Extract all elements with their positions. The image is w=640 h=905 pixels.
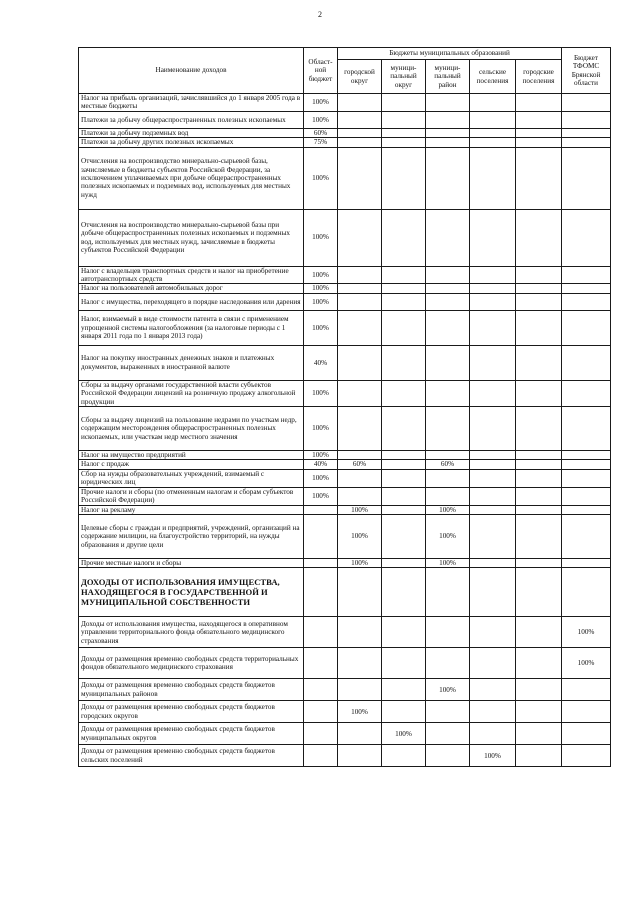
rate-cell: [470, 568, 516, 617]
header-tfoms-budget: Бюджет ТФОМС Брянской области: [562, 48, 611, 94]
rate-cell: [338, 487, 382, 505]
rate-cell: [426, 293, 470, 310]
rate-cell: [426, 568, 470, 617]
rate-cell: [516, 345, 562, 380]
rate-cell: [338, 679, 382, 701]
income-name-cell: Доходы от использования имущества, находящегося в оперативном управлении территориального фонда обязательного медицинского страхования: [79, 617, 304, 648]
rate-cell: [382, 514, 426, 558]
income-name-cell: Доходы от размещения временно свободных средств территориальных фондов обязательного медицинского страхования: [79, 648, 304, 679]
rate-cell: [382, 94, 426, 112]
rate-cell: [516, 293, 562, 310]
rate-cell: [426, 209, 470, 266]
table-row: [79, 111, 611, 128]
rate-cell: [470, 128, 516, 137]
rate-cell: [470, 460, 516, 469]
rate-cell: [516, 514, 562, 558]
rate-cell: [382, 128, 426, 137]
income-name-cell: Налог с владельцев транспортных средств и налог на приобретение автотранспортных средств: [79, 266, 304, 284]
rate-cell: [382, 310, 426, 345]
rate-cell: 100%: [426, 558, 470, 567]
rate-cell: [562, 451, 611, 460]
rate-cell: [562, 310, 611, 345]
rate-cell: [562, 266, 611, 284]
income-name-cell: Налог на прибыль организаций, зачислявшийся до 1 января 2005 года в местные бюджеты: [79, 94, 304, 112]
rate-cell: 100%: [304, 407, 338, 451]
rate-cell: [470, 266, 516, 284]
table-row: [79, 284, 611, 293]
income-name-cell: Доходы от размещения временно свободных средств бюджетов муниципальных округов: [79, 723, 304, 745]
rate-cell: [338, 617, 382, 648]
rate-cell: [338, 345, 382, 380]
rate-cell: [562, 487, 611, 505]
rate-cell: 100%: [304, 147, 338, 209]
rate-cell: 100%: [304, 487, 338, 505]
income-name-cell: Налог на имущество предприятий: [79, 451, 304, 460]
rate-cell: [382, 558, 426, 567]
header-urban-settlements: городские поселения: [516, 60, 562, 94]
income-name-cell: Доходы от размещения временно свободных средств бюджетов сельских поселений: [79, 745, 304, 767]
rate-cell: [426, 284, 470, 293]
table-row: [79, 648, 611, 679]
rate-cell: [516, 723, 562, 745]
rate-cell: [470, 487, 516, 505]
rate-cell: [338, 451, 382, 460]
rate-cell: [470, 723, 516, 745]
rate-cell: [516, 266, 562, 284]
rate-cell: [562, 558, 611, 567]
rate-cell: [426, 487, 470, 505]
table-row: [79, 514, 611, 558]
income-name-cell: Сбор на нужды образовательных учреждений, взимаемый с юридических лиц: [79, 469, 304, 487]
income-name-cell: Налог с имущества, переходящего в порядке наследования или дарения: [79, 293, 304, 310]
income-distribution-table: [78, 47, 611, 767]
rate-cell: [338, 469, 382, 487]
table-row: [79, 128, 611, 137]
income-name-cell: Целевые сборы с граждан и предприятий, учреждений, организаций на содержание милиции, на благоустройство территорий, на нужды образования и другие цели: [79, 514, 304, 558]
rate-cell: [382, 451, 426, 460]
rate-cell: 100%: [304, 111, 338, 128]
rate-cell: 100%: [562, 617, 611, 648]
rate-cell: [382, 701, 426, 723]
rate-cell: [338, 266, 382, 284]
rate-cell: [470, 380, 516, 406]
rate-cell: [470, 617, 516, 648]
rate-cell: [470, 648, 516, 679]
rate-cell: [382, 111, 426, 128]
income-name-cell: Доходы от размещения временно свободных средств бюджетов муниципальных районов: [79, 679, 304, 701]
table-row: [79, 451, 611, 460]
rate-cell: 100%: [304, 469, 338, 487]
rate-cell: [516, 380, 562, 406]
rate-cell: [470, 701, 516, 723]
rate-cell: [516, 469, 562, 487]
rate-cell: [562, 460, 611, 469]
rate-cell: 100%: [338, 514, 382, 558]
rate-cell: [338, 128, 382, 137]
table-row: [79, 209, 611, 266]
rate-cell: [426, 469, 470, 487]
rate-cell: [426, 451, 470, 460]
rate-cell: [516, 147, 562, 209]
rate-cell: [426, 345, 470, 380]
rate-cell: [470, 293, 516, 310]
rate-cell: [338, 310, 382, 345]
rate-cell: [338, 293, 382, 310]
rate-cell: [426, 147, 470, 209]
rate-cell: [470, 111, 516, 128]
rate-cell: 100%: [470, 745, 516, 767]
rate-cell: 100%: [304, 380, 338, 406]
rate-cell: [304, 558, 338, 567]
rate-cell: [516, 460, 562, 469]
rate-cell: [426, 266, 470, 284]
income-name-cell: Сборы за выдачу лицензий на пользование недрами по участкам недр, содержащим месторождения общераспространенных полезных ископаемых, или участкам недр местного значения: [79, 407, 304, 451]
rate-cell: [470, 310, 516, 345]
table-row: [79, 380, 611, 406]
rate-cell: [338, 94, 382, 112]
rate-cell: [562, 111, 611, 128]
rate-cell: [516, 558, 562, 567]
rate-cell: [382, 147, 426, 209]
rate-cell: [470, 679, 516, 701]
rate-cell: [516, 451, 562, 460]
rate-cell: [304, 679, 338, 701]
rate-cell: 100%: [338, 558, 382, 567]
rate-cell: 60%: [426, 460, 470, 469]
rate-cell: [426, 701, 470, 723]
rate-cell: [382, 266, 426, 284]
rate-cell: [338, 745, 382, 767]
rate-cell: 100%: [304, 310, 338, 345]
rate-cell: [516, 138, 562, 147]
rate-cell: 40%: [304, 460, 338, 469]
rate-cell: 100%: [426, 514, 470, 558]
table-row: [79, 568, 611, 617]
rate-cell: [470, 345, 516, 380]
rate-cell: [304, 568, 338, 617]
rate-cell: [516, 111, 562, 128]
rate-cell: 100%: [304, 94, 338, 112]
rate-cell: [382, 505, 426, 514]
table-row: [79, 558, 611, 567]
table-row: [79, 723, 611, 745]
rate-cell: [470, 407, 516, 451]
rate-cell: [516, 568, 562, 617]
rate-cell: [426, 138, 470, 147]
rate-cell: [382, 407, 426, 451]
table-row: [79, 407, 611, 451]
rate-cell: [516, 505, 562, 514]
income-name-cell: Прочие налоги и сборы (по отмененным налогам и сборам субъектов Российской Федерации): [79, 487, 304, 505]
rate-cell: [304, 648, 338, 679]
income-name-cell: Налог с продаж: [79, 460, 304, 469]
rate-cell: [470, 284, 516, 293]
rate-cell: [382, 469, 426, 487]
rate-cell: [338, 723, 382, 745]
rate-cell: [382, 209, 426, 266]
rate-cell: [304, 745, 338, 767]
rate-cell: [382, 648, 426, 679]
rate-cell: [562, 94, 611, 112]
rate-cell: [426, 745, 470, 767]
income-name-cell: Налог, взимаемый в виде стоимости патента в связи с применением упрощенной системы налогообложения (за налоговые периоды с 1 января 2011 года по 1 января 2013 года): [79, 310, 304, 345]
rate-cell: [426, 723, 470, 745]
rate-cell: [516, 407, 562, 451]
rate-cell: [382, 745, 426, 767]
rate-cell: [516, 679, 562, 701]
rate-cell: [470, 469, 516, 487]
table-row: [79, 487, 611, 505]
rate-cell: [516, 128, 562, 137]
table-row: [79, 345, 611, 380]
rate-cell: [382, 293, 426, 310]
header-income-name: Наименование доходов: [79, 48, 304, 94]
rate-cell: 100%: [426, 679, 470, 701]
rate-cell: [426, 648, 470, 679]
rate-cell: [338, 284, 382, 293]
rate-cell: [470, 209, 516, 266]
rate-cell: [562, 293, 611, 310]
income-name-cell: ДОХОДЫ ОТ ИСПОЛЬЗОВАНИЯ ИМУЩЕСТВА, НАХОДЯЩЕГОСЯ В ГОСУДАРСТВЕННОЙ И МУНИЦИПАЛЬНОЙ СОБСТВЕННОСТИ: [79, 568, 304, 617]
rate-cell: [562, 723, 611, 745]
table-row: [79, 147, 611, 209]
rate-cell: [382, 345, 426, 380]
rate-cell: [562, 209, 611, 266]
rate-cell: [426, 94, 470, 112]
rate-cell: [562, 380, 611, 406]
table-row: [79, 745, 611, 767]
rate-cell: [304, 723, 338, 745]
rate-cell: [304, 617, 338, 648]
rate-cell: 100%: [304, 209, 338, 266]
rate-cell: 60%: [304, 128, 338, 137]
rate-cell: [382, 568, 426, 617]
table-row: [79, 310, 611, 345]
rate-cell: [562, 138, 611, 147]
rate-cell: [338, 111, 382, 128]
rate-cell: [338, 209, 382, 266]
rate-cell: [382, 380, 426, 406]
header-regional-budget: Област- ной бюджет: [304, 48, 338, 94]
rate-cell: [304, 701, 338, 723]
rate-cell: [516, 284, 562, 293]
income-name-cell: Налог на пользователей автомобильных дорог: [79, 284, 304, 293]
income-name-cell: Сборы за выдачу органами государственной власти субъектов Российской Федерации лицензий на розничную продажу алкогольной продукции: [79, 380, 304, 406]
rate-cell: [382, 679, 426, 701]
rate-cell: [338, 568, 382, 617]
rate-cell: 100%: [562, 648, 611, 679]
rate-cell: [304, 505, 338, 514]
header-municipal-rayon: муници- пальный район: [426, 60, 470, 94]
rate-cell: [562, 284, 611, 293]
income-name-cell: Отчисления на воспроизводство минерально-сырьевой базы, зачисляемые в бюджеты субъектов Российской Федерации, за исключением уплачиваемых при добыче общераспространенных полезных ископаемых и подземных вод, используемых для местных нужд: [79, 147, 304, 209]
rate-cell: [382, 487, 426, 505]
rate-cell: 75%: [304, 138, 338, 147]
header-urban-okrug: городской округ: [338, 60, 382, 94]
rate-cell: [516, 648, 562, 679]
rate-cell: [470, 514, 516, 558]
rate-cell: [470, 505, 516, 514]
income-name-cell: Налог на покупку иностранных денежных знаков и платежных документов, выраженных в иностранной валюте: [79, 345, 304, 380]
table-row: [79, 460, 611, 469]
rate-cell: [470, 558, 516, 567]
rate-cell: 100%: [304, 293, 338, 310]
rate-cell: [562, 679, 611, 701]
rate-cell: [426, 111, 470, 128]
table-row: [79, 617, 611, 648]
income-name-cell: Платежи за добычу подземных вод: [79, 128, 304, 137]
rate-cell: [516, 745, 562, 767]
rate-cell: [382, 617, 426, 648]
rate-cell: 100%: [304, 284, 338, 293]
rate-cell: [562, 745, 611, 767]
rate-cell: [516, 701, 562, 723]
header-municipal-budgets: Бюджеты муниципальных образований: [338, 48, 562, 60]
income-name-cell: Платежи за добычу других полезных ископаемых: [79, 138, 304, 147]
table-row: [79, 266, 611, 284]
income-name-cell: Налог на рекламу: [79, 505, 304, 514]
rate-cell: [338, 147, 382, 209]
rate-cell: [426, 310, 470, 345]
rate-cell: [382, 138, 426, 147]
rate-cell: [562, 345, 611, 380]
rate-cell: [516, 310, 562, 345]
rate-cell: 100%: [338, 701, 382, 723]
table-row: [79, 469, 611, 487]
rate-cell: [562, 469, 611, 487]
rate-cell: [562, 505, 611, 514]
rate-cell: [562, 407, 611, 451]
rate-cell: [562, 701, 611, 723]
rate-cell: 100%: [338, 505, 382, 514]
table-row: [79, 505, 611, 514]
rate-cell: [470, 147, 516, 209]
table-row: [79, 138, 611, 147]
rate-cell: [304, 514, 338, 558]
rate-cell: [470, 451, 516, 460]
rate-cell: 40%: [304, 345, 338, 380]
table-row: [79, 94, 611, 112]
rate-cell: [562, 568, 611, 617]
income-name-cell: Платежи за добычу общераспространенных полезных ископаемых: [79, 111, 304, 128]
rate-cell: 100%: [304, 266, 338, 284]
rate-cell: [562, 514, 611, 558]
rate-cell: [426, 380, 470, 406]
rate-cell: [338, 380, 382, 406]
rate-cell: [338, 407, 382, 451]
rate-cell: 100%: [382, 723, 426, 745]
rate-cell: [426, 128, 470, 137]
rate-cell: [516, 209, 562, 266]
header-rural-settlements: сельские поселения: [470, 60, 516, 94]
table-row: [79, 679, 611, 701]
rate-cell: [516, 94, 562, 112]
page-number: 2: [318, 10, 322, 19]
rate-cell: [516, 487, 562, 505]
table-row: [79, 701, 611, 723]
rate-cell: [382, 460, 426, 469]
table-row: [79, 293, 611, 310]
rate-cell: 100%: [426, 505, 470, 514]
rate-cell: [562, 128, 611, 137]
rate-cell: [338, 138, 382, 147]
income-name-cell: Прочие местные налоги и сборы: [79, 558, 304, 567]
rate-cell: 60%: [338, 460, 382, 469]
rate-cell: [562, 147, 611, 209]
rate-cell: [470, 138, 516, 147]
income-name-cell: Доходы от размещения временно свободных средств бюджетов городских округов: [79, 701, 304, 723]
income-name-cell: Отчисления на воспроизводство минерально-сырьевой базы при добыче общераспространенных полезных ископаемых и подземных вод, используемых для местных нужд, зачисляемые в бюджеты субъектов Российской Федерации: [79, 209, 304, 266]
rate-cell: [338, 648, 382, 679]
rate-cell: [516, 617, 562, 648]
rate-cell: 100%: [304, 451, 338, 460]
rate-cell: [470, 94, 516, 112]
rate-cell: [426, 617, 470, 648]
header-municipal-okrug: муници- пальный округ: [382, 60, 426, 94]
rate-cell: [382, 284, 426, 293]
rate-cell: [426, 407, 470, 451]
